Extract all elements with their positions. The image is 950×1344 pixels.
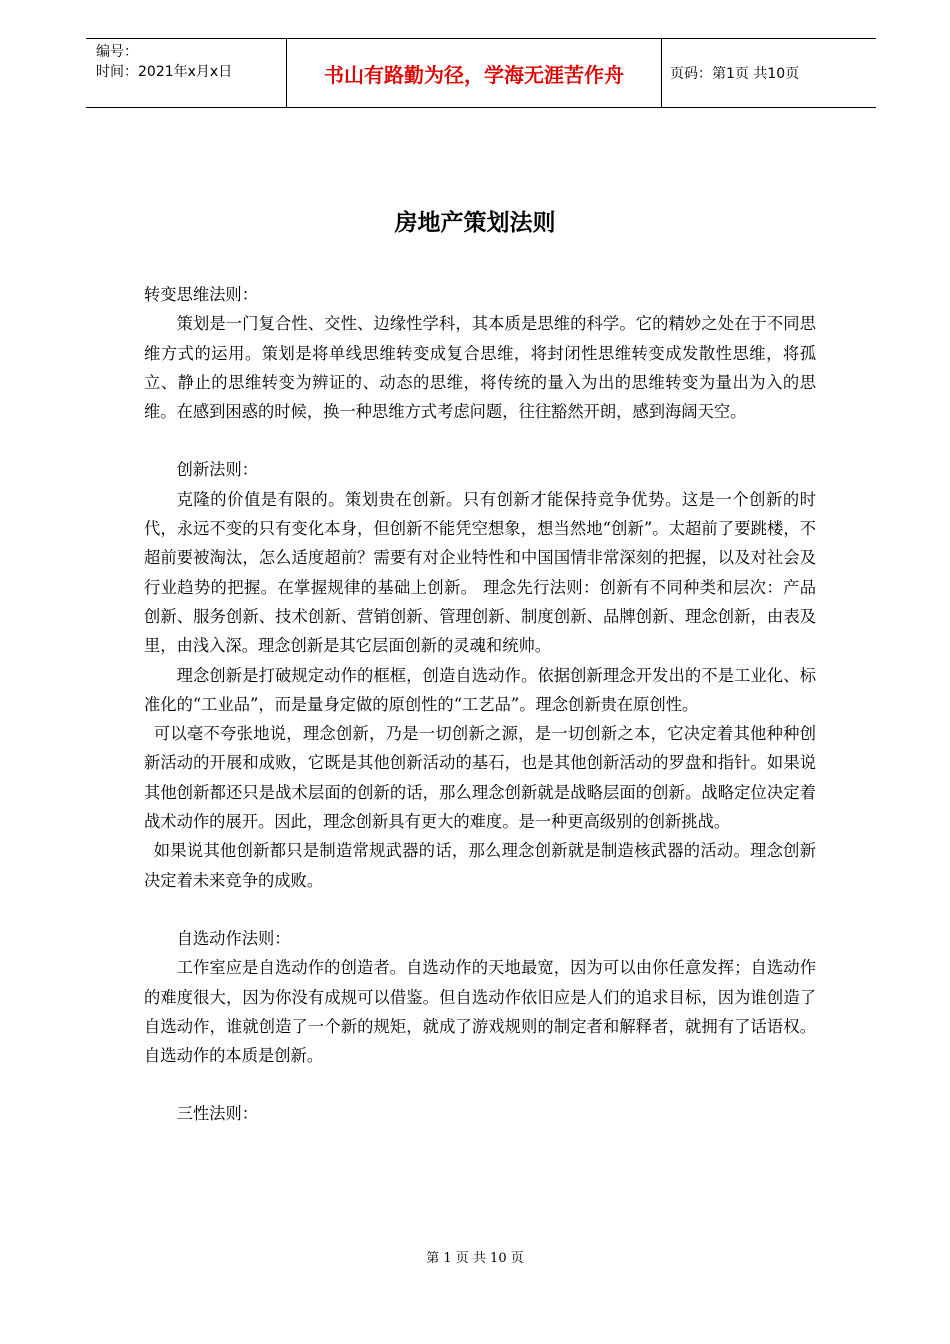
- doc-number-label: 编号：: [96, 44, 138, 60]
- paragraph: 理念创新是打破规定动作的框框，创造自选动作。依据创新理念开发出的不是工业化、标准化的“工业品”，而是量身定做的原创性的“工艺品”。理念创新贵在原创性。: [144, 665, 816, 714]
- page-footer: 第 1 页 共 10 页: [426, 1251, 524, 1266]
- doc-date: 时间：2021年x月x日: [96, 64, 233, 80]
- paragraph: 克隆的价值是有限的。策划贵在创新。只有创新才能保持竞争优势。这是一个创新的时代，永远不变的只有变化本身，但创新不能凭空想象，想当然地“创新”。太超前了要跳楼，不超前要被淘汰，怎么适度超前？需要有对企业特性和中国国情非常深刻的把握，以及对社会及行业趋势的把握。在掌握规律的基础上创新。 理念先行法则：创新有不同种类和层次：产品创新、服务创新、技术创新、营销创新、管理创新、制度创新、品牌创新、理念创新，由表及里，由浅入深。理念创新是其它层面创新的灵魂和统帅。: [144, 489, 816, 656]
- header-page-info: 页码：第1页 共10页: [670, 66, 800, 82]
- paragraph: 如果说其他创新都只是制造常规武器的话，那么理念创新就是制造核武器的活动。理念创新决定着未来竞争的成败。: [144, 841, 816, 890]
- header-motto: 书山有路勤为径，学海无涯苦作舟: [287, 39, 662, 107]
- paragraph: 可以毫不夸张地说，理念创新，乃是一切创新之源，是一切创新之本，它决定着其他种种创新活动的开展和成败，它既是其他创新活动的基石，也是其他创新活动的罗盘和指针。如果说其他创新都还只是战术层面的创新的话，那么理念创新就是战略层面的创新。战略定位决定着战术动作的展开。因此，理念创新具有更大的难度。是一种更高级别的创新挑战。: [144, 724, 816, 832]
- section-heading: 自选动作法则：: [176, 928, 291, 948]
- header-meta: [86, 39, 287, 107]
- paragraph: 策划是一门复合性、交性、边缘性学科，其本质是思维的科学。它的精妙之处在于不同思维方式的运用。策划是将单线思维转变成复合思维，将封闭性思维转变成发散性思维，将孤立、静止的思维转变为辨证的、动态的思维，将传统的量入为出的思维转变为量出为入的思维。在感到困惑的时候，换一种思维方式考虑问题，往往豁然开朗，感到海阔天空。: [144, 314, 816, 422]
- section-heading: 三性法则：: [176, 1104, 259, 1124]
- section-heading: 转变思维法则：: [144, 285, 258, 304]
- document-body: [144, 280, 816, 1129]
- paragraph: 工作室应是自选动作的创造者。自选动作的天地最宽，因为可以由你任意发挥；自选动作的难度很大，因为你没有成规可以借鉴。但自选动作依旧应是人们的追求目标，因为谁创造了自选动作，谁就创造了一个新的规矩，就成了游戏规则的制定者和解释者，就拥有了话语权。自选动作的本质是创新。: [144, 958, 816, 1066]
- document-title: 房地产策划法则: [394, 210, 556, 236]
- page-header: [86, 38, 876, 108]
- section-heading: 创新法则：: [176, 460, 259, 480]
